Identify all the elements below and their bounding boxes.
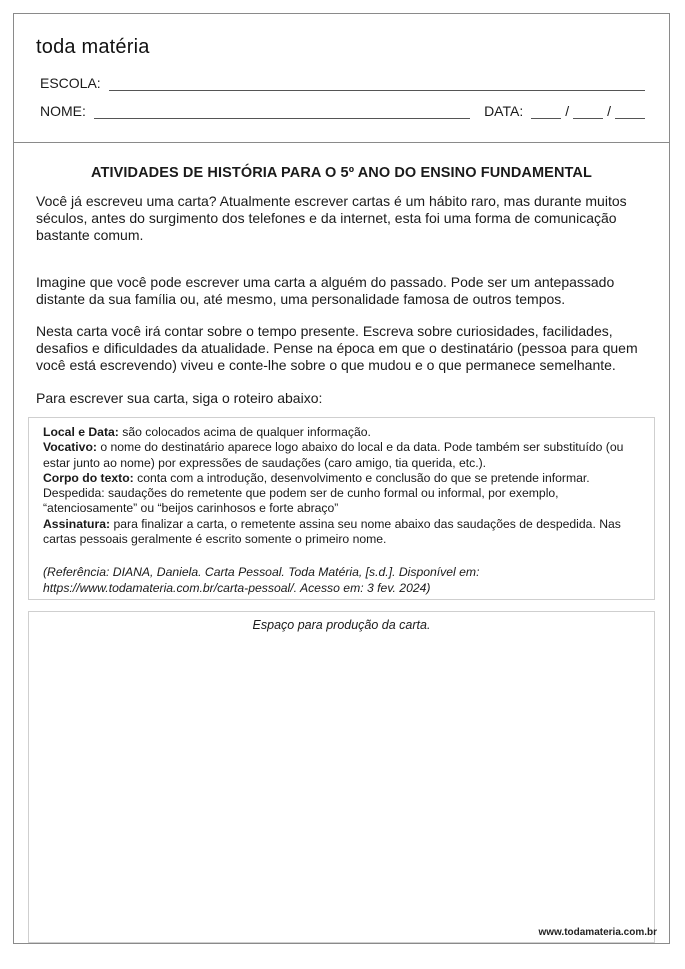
guide-intro: Para escrever sua carta, siga o roteiro abaixo: bbox=[36, 390, 323, 406]
instructions-paragraph-2: Nesta carta você irá contar sobre o tempo presente. Escreva sobre curiosidades, facilidades, desafios e dificuldades da atualidade. Pense na época em que o destinatário (pessoa para quem você está escrevendo) viveu e conte-lhe sobre o que mudou e o que permanece semelhante. bbox=[36, 323, 638, 373]
guide-term: Corpo do texto: bbox=[43, 470, 134, 485]
nome-row bbox=[40, 103, 645, 119]
intro-paragraph: Você já escreveu uma carta? Atualmente escrever cartas é um hábito raro, mas durante muitos séculos, antes do surgimento dos telefones e da internet, esta foi uma forma de comunicação bastante comum. bbox=[36, 193, 627, 243]
date-separator: / bbox=[565, 103, 570, 119]
escola-field[interactable] bbox=[109, 77, 645, 91]
guide-item-despedida: Despedida: saudações do remetente que podem ser de cunho formal ou informal, por exemplo, “atenciosamente” ou “beijos carinhosos e forte abraço” bbox=[43, 486, 559, 516]
date-month-field[interactable] bbox=[573, 105, 603, 119]
reference-note: (Referência: DIANA, Daniela. Carta Pessoal. Toda Matéria, [s.d.]. Disponível em: https://www.todamateria.com.br/carta-pessoal/. Acesso em: 3 fev. 2024) bbox=[43, 565, 480, 595]
guide-term: Local e Data: bbox=[43, 425, 119, 439]
nome-field[interactable] bbox=[94, 105, 470, 119]
guide-term: Vocativo: bbox=[43, 440, 97, 455]
guide-text: para finalizar a carta, o remetente assina seu nome abaixo das saudações de despedida. Nas cartas pessoais geralmente é escrito somente o primeiro nome. bbox=[43, 516, 621, 547]
guide-item-vocativo bbox=[43, 440, 642, 471]
guide-term: Assinatura: bbox=[43, 516, 111, 531]
guide-text: conta com a introdução, desenvolvimento e conclusão do que se pretende informar. bbox=[133, 470, 590, 485]
footer-url: www.todamateria.com.br bbox=[538, 927, 657, 938]
logo: toda matéria bbox=[36, 36, 150, 58]
date-day-field[interactable] bbox=[531, 105, 561, 119]
date-separator: / bbox=[607, 103, 611, 119]
worksheet-header bbox=[14, 14, 669, 143]
letter-writing-area[interactable] bbox=[28, 611, 655, 943]
letter-guide-box bbox=[28, 417, 655, 600]
guide-item-corpo bbox=[43, 471, 642, 486]
data-label: DATA: bbox=[484, 103, 524, 119]
date-year-field[interactable] bbox=[615, 105, 645, 119]
worksheet bbox=[13, 13, 670, 944]
guide-text: o nome do destinatário aparece logo abaixo do local e da data. Pode também ser substituído (ou estar junto ao nome) por expressões de saudações (caro amigo, tia querida, etc.). bbox=[43, 440, 624, 470]
guide-text: são colocados acima de qualquer informação. bbox=[118, 425, 371, 439]
writing-area-label: Espaço para produção da carta. bbox=[252, 618, 431, 632]
escola-label: ESCOLA: bbox=[40, 75, 101, 91]
escola-row bbox=[40, 75, 645, 91]
worksheet-content bbox=[14, 142, 669, 943]
nome-label: NOME: bbox=[40, 103, 86, 119]
guide-item-local bbox=[43, 425, 642, 440]
instructions-paragraph: Imagine que você pode escrever uma carta a alguém do passado. Pode ser um antepassado distante da sua família ou, até mesmo, uma personalidade famosa de outros tempos. bbox=[36, 274, 615, 307]
guide-item-assinatura bbox=[43, 517, 642, 548]
page-title: ATIVIDADES DE HISTÓRIA PARA O 5º ANO DO ENSINO FUNDAMENTAL bbox=[91, 165, 592, 181]
